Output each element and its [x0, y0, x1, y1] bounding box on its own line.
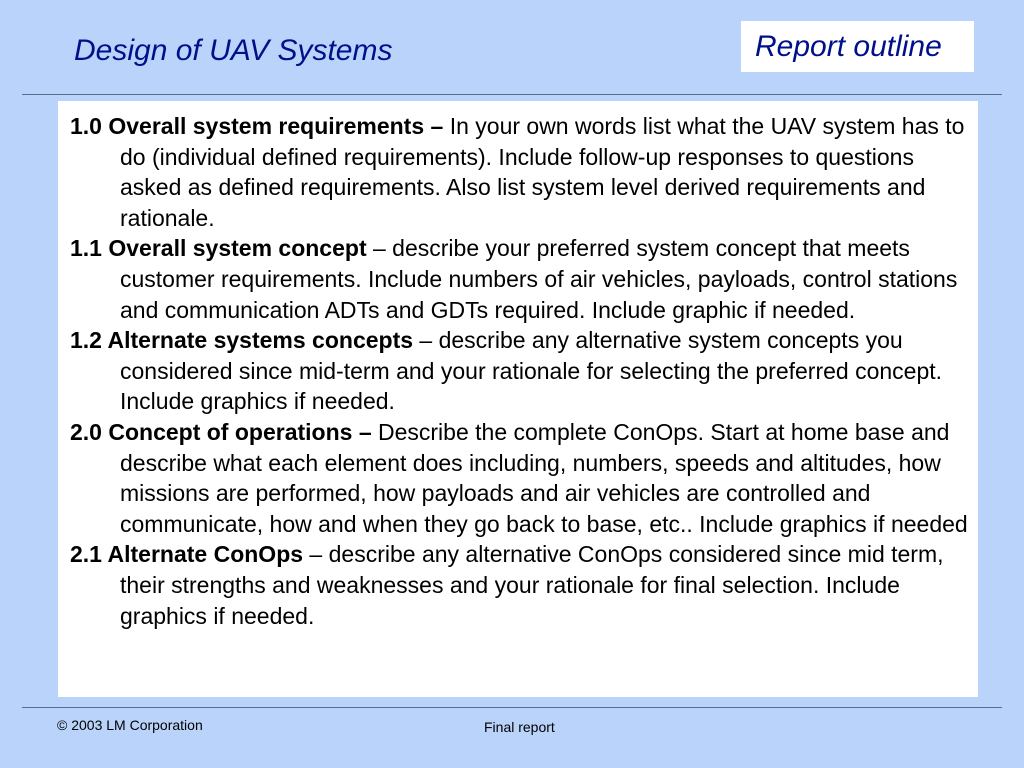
item-body: In your own words list what the UAV system has to do (individual defined requirements). Include follow-up responses to questions asked as defined requirements. Also list system level derived requirements and rationale.	[120, 113, 965, 231]
item-heading: 1.1 Overall system concept	[70, 235, 367, 262]
outline-item-1-0	[70, 111, 972, 233]
item-heading: 1.0 Overall system requirements –	[70, 113, 444, 139]
header-divider	[22, 94, 1002, 95]
outline-item-2-1	[70, 539, 972, 631]
outline-item-1-1	[70, 233, 972, 325]
footer-divider	[22, 707, 1002, 708]
slide-title: Design of UAV Systems	[74, 34, 393, 67]
outline-item-1-2	[70, 325, 972, 417]
item-body: – describe any alternative system concepts you considered since mid-term and your rationale for selecting the preferred concept. Include graphics if needed.	[120, 327, 943, 415]
item-body: – describe any alternative ConOps considered since mid term, their strengths and weaknesses and your rationale for final selection. Include graphics if needed.	[120, 541, 944, 629]
item-heading: 2.1 Alternate ConOps	[70, 541, 304, 568]
content-box	[58, 101, 978, 697]
item-body: – describe your preferred system concept that meets customer requirements. Include numbers of air vehicles, payloads, control stations and communication ADTs and GDTs required. Include graphic if needed.	[120, 235, 958, 323]
item-body: Describe the complete ConOps. Start at home base and describe what each element does including, numbers, speeds and altitudes, how missions are performed, how payloads and air vehicles are controlled and communicate, how and when they go back to base, etc.. Include graphics if needed	[120, 418, 968, 537]
item-heading: 1.2 Alternate systems concepts	[70, 327, 414, 354]
item-heading: 2.0 Concept of operations –	[70, 418, 372, 445]
section-label: Report outline	[741, 21, 974, 72]
footer-copyright: © 2003 LM Corporation	[57, 717, 203, 733]
footer-label: Final report	[484, 719, 555, 735]
outline-item-2-0	[70, 417, 972, 539]
